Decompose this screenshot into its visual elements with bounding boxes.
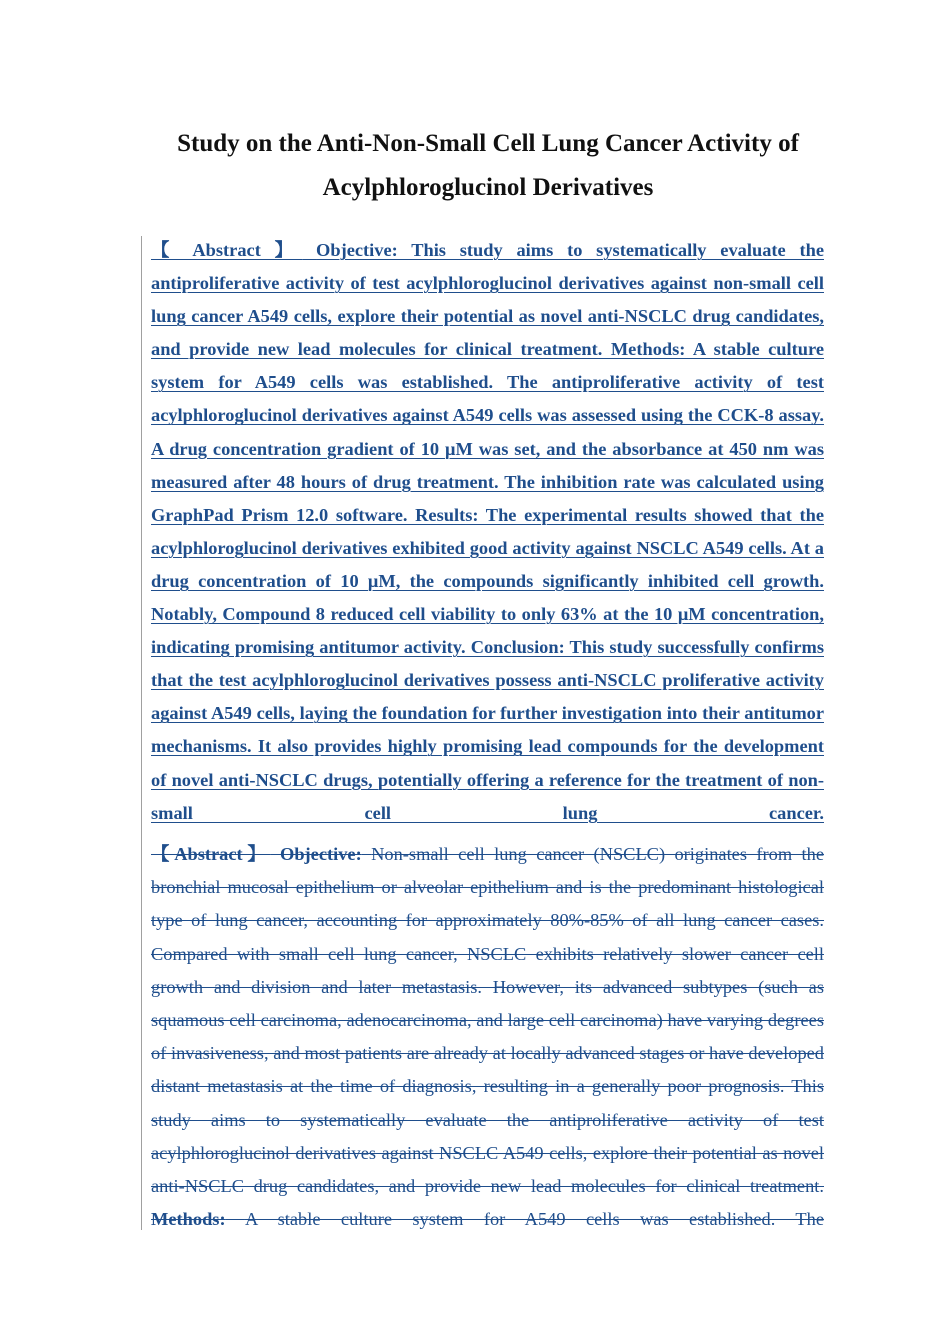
inserted-abstract-heading: 【 Abstract 】 <box>151 240 303 260</box>
document-title: Study on the Anti-Non-Small Cell Lung Cancer Activity of Acylphloroglucinol Derivatives <box>177 130 799 201</box>
deleted-methods-label: Methods: <box>151 1209 226 1230</box>
deleted-abstract-heading: 【Abstract】 <box>151 844 271 864</box>
revision-change-bar <box>141 236 142 1230</box>
inserted-abstract <box>151 234 824 830</box>
deleted-objective-label: Objective: <box>280 844 362 864</box>
deleted-methods-text: A stable culture system for A549 cells was established. The <box>244 1209 824 1230</box>
deleted-abstract <box>151 838 824 1236</box>
inserted-abstract-text: Objective: This study aims to systematically evaluate the antiproliferative activity of test acylphloroglucinol derivatives against non-small cell lung cancer A549 cells, explore their potential as novel anti-NSCLC drug candidates, and provide new lead molecules for clinical treatment. Methods: A stable culture system for A549 cells was established. The antiproliferative activity of test acylphloroglucinol derivatives against A549 cells was assessed using the CCK-8 assay. A drug concentration gradient of 10 μM was set, and the absorbance at 450 nm was measured after 48 hours of drug treatment. The inhibition rate was calculated using GraphPad Prism 12.0 software. Results: The experimental results showed that the acylphloroglucinol derivatives exhibited good activity against NSCLC A549 cells. At a drug concentration of 10 μM, the compounds significantly inhibited cell growth. Notably, Compound 8 reduced cell viability to only 63% at the 10 μM concentration, indicating promising antitumor activity. Conclusion: This study successfully confirms that the test acylphloroglucinol derivatives possess anti-NSCLC proliferative activity against A549 cells, laying the foundation for further investigation into their antitumor mechanisms. It also provides highly promising lead compounds for the development of novel anti-NSCLC drugs, potentially offering a reference for the treatment of non-small cell lung cancer. <box>151 240 824 823</box>
deleted-objective-text: Non-small cell lung cancer (NSCLC) originates from the bronchial mucosal epithelium or alveolar epithelium and is the predominant histological type of lung cancer, accounting for approximately 80%-85% of all lung cancer cases. Compared with small cell lung cancer, NSCLC exhibits relatively slower cancer cell growth and division and later metastasis. However, its advanced subtypes (such as squamous cell carcinoma, adenocarcinoma, and large cell carcinoma) have varying degrees of invasiveness, and most patients are already at locally advanced stages or have developed distant metastasis at the time of diagnosis, resulting in a generally poor prognosis. This study aims to systematically evaluate the antiproliferative activity of test acylphloroglucinol derivatives against NSCLC A549 cells, explore their potential as novel anti-NSCLC drug candidates, and provide new lead molecules for clinical treatment. <box>151 844 824 1197</box>
